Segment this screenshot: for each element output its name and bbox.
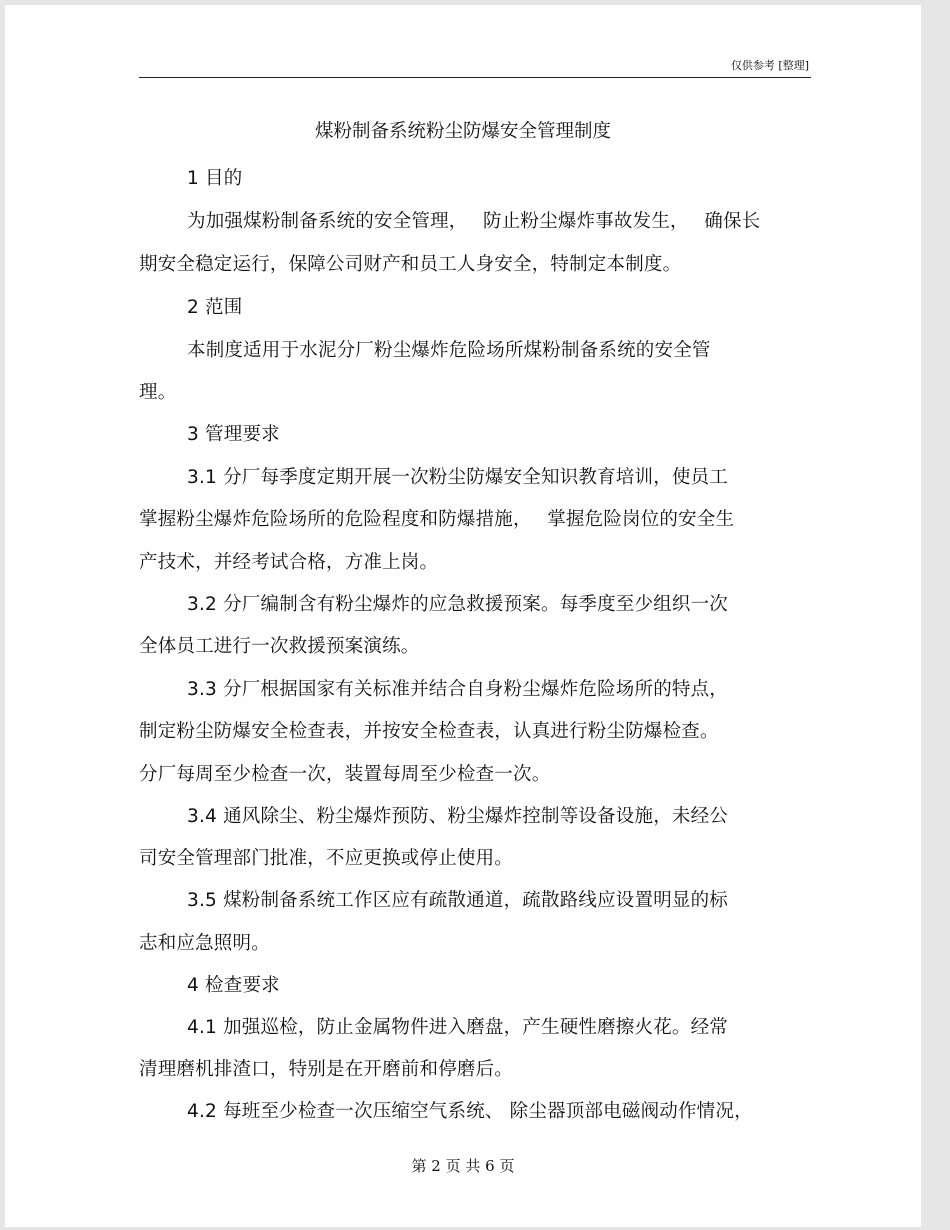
paragraph-line: 志和应急照明。: [139, 933, 270, 954]
section-heading-inspection: 4 检查要求: [187, 975, 280, 996]
paragraph-line: 本制度适用于水泥分厂粉尘爆炸危险场所煤粉制备系统的安全管: [187, 340, 711, 361]
header-divider: [139, 77, 811, 78]
paragraph-line: 为加强煤粉制备系统的安全管理， 防止粉尘爆炸事故发生， 确保长: [187, 211, 761, 232]
section-heading-management: 3 管理要求: [187, 424, 280, 445]
paragraph-line: 清理磨机排渣口，特别是在开磨前和停磨后。: [139, 1059, 514, 1080]
paragraph-line: 全体员工进行一次救援预案演练。: [139, 636, 420, 657]
section-heading-purpose: 1 目的: [187, 168, 243, 189]
paragraph-line: 产技术，并经考试合格，方准上岗。: [139, 552, 439, 573]
document-title: 煤粉制备系统粉尘防爆安全管理制度: [314, 121, 611, 142]
section-heading-scope: 2 范围: [187, 297, 243, 318]
paragraph-line: 掌握粉尘爆炸危险场所的危险程度和防爆措施， 掌握危险岗位的安全生: [139, 509, 735, 530]
paragraph-line: 司安全管理部门批准，不应更换或停止使用。: [139, 848, 514, 869]
page-number: 第 2 页 共 6 页: [411, 1157, 515, 1175]
paragraph-line: 3.5 煤粉制备系统工作区应有疏散通道，疏散路线应设置明显的标: [187, 890, 729, 911]
paragraph-line: 3.4 通风除尘、粉尘爆炸预防、粉尘爆炸控制等设备设施，未经公: [187, 806, 729, 827]
paragraph-line: 制定粉尘防爆安全检查表，并按安全检查表，认真进行粉尘防爆检查。: [139, 721, 719, 742]
document-page: [5, 5, 921, 1227]
paragraph-line: 4.2 每班至少检查一次压缩空气系统、 除尘器顶部电磁阀动作情况，: [187, 1101, 753, 1122]
paragraph-line: 分厂每周至少检查一次，装置每周至少检查一次。: [139, 764, 551, 785]
header-note: 仅供参考 [整理]: [730, 59, 809, 72]
paragraph-line: 3.1 分厂每季度定期开展一次粉尘防爆安全知识教育培训，使员工: [187, 467, 729, 488]
paragraph-line: 3.2 分厂编制含有粉尘爆炸的应急救援预案。每季度至少组织一次: [187, 594, 729, 615]
paragraph-line: 期安全稳定运行，保障公司财产和员工人身安全，特制定本制度。: [139, 254, 682, 275]
paragraph-line: 3.3 分厂根据国家有关标准并结合自身粉尘爆炸危险场所的特点，: [187, 679, 729, 700]
paragraph-line: 理。: [139, 382, 177, 403]
paragraph-line: 4.1 加强巡检，防止金属物件进入磨盘，产生硬性磨擦火花。经常: [187, 1017, 729, 1038]
